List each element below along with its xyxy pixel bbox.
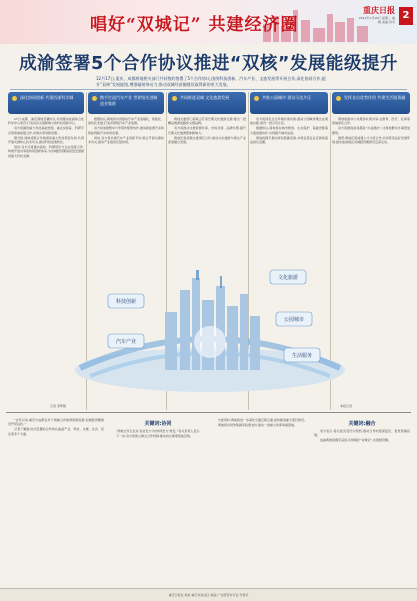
- bottom-body: [8, 418, 104, 582]
- paragraph: 据介绍,两地将联合争取国家重大科技项目布局,共同开展关键核心技术攻关,推动科技成果转化。: [8, 135, 84, 145]
- paragraph: 据悉,两地还将加强人才交流合作,共同营造良好发展环境,推动成渝地区双城经济圈建设走深走实。: [332, 135, 410, 145]
- headline: 成渝签署5个合作协议推进“双核”发展能级提升: [19, 54, 398, 74]
- paragraph: 与此同时,两地将进一步深化交通互联互通,加快推进重大项目建设。: [218, 418, 307, 422]
- page-info: 2022年1月18日 星期二 编辑 美编 校对: [358, 16, 395, 24]
- paragraph: 两地文旅部门将联合打造巴蜀文化旅游走廊,推出一批精品旅游线路和文旅品牌。: [168, 117, 246, 126]
- bottom-article-column: [314, 418, 410, 581]
- paragraph: 17日,成都、重庆两地签署协议,共同推动成渝综合性科学中心建设,打造具有全国影响力的科技创新中心。: [8, 117, 84, 126]
- paragraph: 双方将围绕重大科技基础设施、重点实验室、科研平台等领域加强合作,共建共享创新资源。: [8, 126, 84, 135]
- column-body: [250, 114, 328, 267]
- byline-right: 本报记者: [340, 404, 353, 408]
- illus-node-5: [284, 348, 320, 362]
- divider: [10, 89, 407, 90]
- paragraph: 下一步,双方将建立健全合作机制,推动协议事项落地见效。: [116, 434, 193, 439]
- paragraph: 两地将共同争取国家政策支持,推动一批重大改革举措落地。: [218, 423, 297, 428]
- illus-node-1: [108, 294, 144, 308]
- column-heading: [332, 92, 410, 114]
- bullet-icon: [172, 96, 177, 101]
- bullet-icon: [336, 96, 341, 101]
- paragraph: 两地将携手推动绿色低碳发展,共建宜居宜业宜游的高品质生活圈。: [250, 135, 328, 145]
- illus-label-4: 公园城市: [283, 317, 305, 323]
- paragraph: 同时,双方将共建汽车产业创新平台,联合开展关键技术攻关,推动产业链供应链协同。: [88, 135, 164, 145]
- banner-title: 唱好“双城记” 共建经济圈: [90, 15, 299, 35]
- column-heading-text: 携手打造汽车产业 世界级先进制造业集群: [100, 95, 158, 106]
- bottom-article-column: [110, 418, 206, 581]
- illus-node-4: [276, 312, 312, 326]
- paragraph: 根据协议,两地将在城市规划、生态保护、基础设施等方面加强协作,共同提升城市品质。: [250, 126, 328, 135]
- lead-paragraph: 12月17日,重庆、成都两地相关部门共同签约签署了5个合作协议,围绕科技创新、汽车产业、文旅发展等开展合作,深化协同合作,提升“双核”发展能级,增强辐射带动力,推动双城经济圈建设取得新的更大发展。: [96, 76, 326, 87]
- page-number: 2: [399, 7, 413, 25]
- bullet-icon: [12, 96, 17, 101]
- illus-label-3: 文化旅游: [277, 275, 299, 281]
- section-divider: [6, 412, 411, 413]
- bottom-heading: 关键词:融合: [348, 421, 376, 427]
- column-heading-text: 深化协同创新 共建西部科学城: [20, 95, 74, 100]
- illus-node-3: [270, 270, 306, 284]
- illus-label-5: 生活服务: [291, 353, 313, 359]
- column-body: [88, 114, 164, 267]
- page-footer: 重庆日报社 地址:重庆市渝北区 邮编 广告经营许可证 零售价: [0, 588, 417, 601]
- paragraph: 双方将推进政务服务“川渝通办”,让两地群众办事更加便利。: [332, 126, 410, 135]
- paragraph: “去年以来,重庆与成都在多个领域合作取得积极进展,双城经济圈建设开局良好。”: [8, 418, 104, 427]
- column-heading: [88, 92, 164, 114]
- article-column: [168, 92, 246, 267]
- byline: 记者 李梦园: [50, 404, 66, 408]
- paragraph: 同时,双方还将推动高校、科研院所与企业深度合作,构建开放共享的协同创新体系,为双城经济圈高质量发展提供强大科技支撑。: [8, 145, 84, 158]
- column-heading: [168, 92, 246, 114]
- paragraph: 双方表示,将以此次签约为契机,推动合作向更深层次、更宽领域拓展。: [314, 429, 410, 438]
- illus-node-2: [108, 334, 144, 348]
- paragraph: 双方将加强整车与零部件配套协作,推动新能源汽车和智能网联汽车协同发展。: [88, 126, 164, 135]
- cityscape-illustration: [70, 250, 350, 400]
- page-banner: [0, 0, 417, 44]
- article-column: [250, 92, 328, 267]
- masthead: 重庆日报: [363, 5, 395, 15]
- column-heading-text: 共推公园城市 建设示范片区: [262, 95, 312, 100]
- bullet-icon: [92, 96, 97, 101]
- bottom-article-column: [8, 418, 104, 582]
- illus-label-1: 科技创新: [115, 299, 137, 305]
- article-column: [88, 92, 164, 267]
- illus-label-2: 汽车产业: [115, 339, 137, 345]
- column-heading: [8, 92, 84, 114]
- bottom-heading: 关键词:协同: [144, 421, 172, 427]
- paragraph: 两地将推动公共服务共建共享,在教育、医疗、社保等领域深化合作。: [332, 117, 410, 126]
- bottom-body: [314, 429, 410, 581]
- column-heading: [250, 92, 328, 114]
- paragraph: 记者了解到,此次签署的合作协议涵盖产业、科技、文旅、生态、民生等多个方面。: [8, 427, 104, 436]
- paragraph: 成渝两地将携手奋进,共同唱好“双城记”,共建经济圈。: [320, 438, 392, 443]
- column-body: [168, 114, 246, 267]
- paragraph: 双方将推动文旅资源共享、市场共建、品牌共塑,提升巴蜀文化旅游整体影响力。: [168, 126, 246, 135]
- bullet-icon: [254, 96, 259, 101]
- paragraph: 根据协议,两地将共同推动汽车产业高端化、智能化、绿色化发展,打造世界级汽车产业集群。: [88, 117, 164, 126]
- bottom-body: [212, 418, 308, 582]
- bottom-article-column: [212, 418, 308, 582]
- paragraph: 两地还将加强文旅项目合作,推动文化旅游与相关产业深度融合发展。: [168, 135, 246, 145]
- bottom-body: [110, 429, 206, 581]
- column-heading-text: 共同推进双城 文化旅游发展: [180, 95, 230, 100]
- paragraph: 双方将深化生态环境共建共保,推动公园城市理念在两地实践,建设一批示范片区。: [250, 117, 328, 126]
- paragraph: “两地合作正在从‘各自发力’向‘协同发力’转变。”有关负责人表示。: [116, 429, 203, 433]
- column-heading-text: 发挥各自优势作用 共建生活服务圈: [344, 95, 406, 100]
